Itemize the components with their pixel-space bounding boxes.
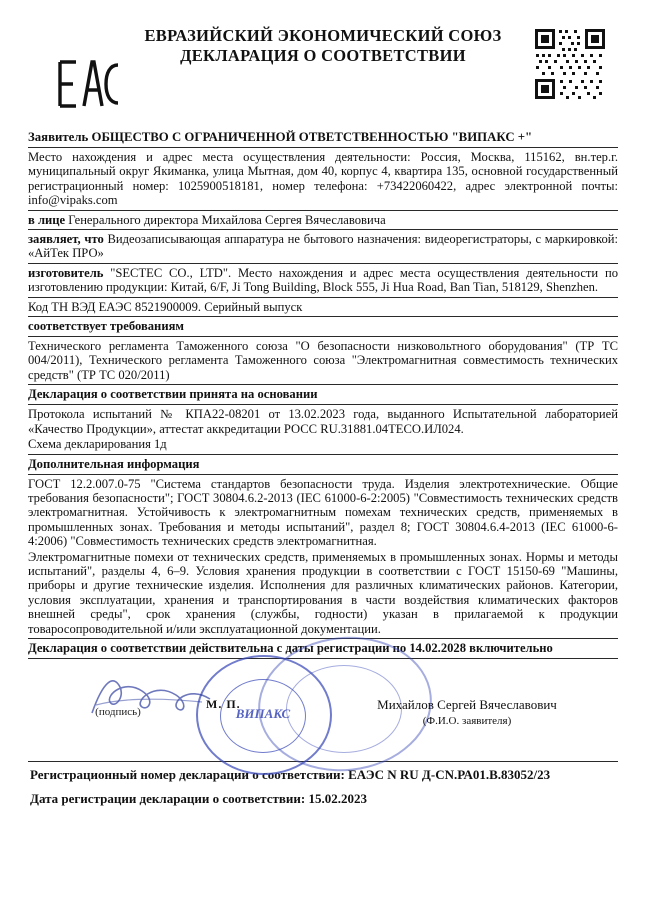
registration-number-label: Регистрационный номер декларации о соответствии: (30, 766, 345, 782)
additional-section (28, 457, 618, 639)
divider (28, 210, 618, 211)
basis-heading: Декларация о соответствии принята на основании (28, 387, 318, 402)
divider (28, 229, 618, 230)
representative-value: Генерального директора Михайлова Сергея Вячеславовича (68, 212, 386, 227)
representative-label: в лице (28, 212, 66, 227)
conformity-heading: соответствует требованиям (28, 319, 184, 334)
customs-code: Код ТН ВЭД ЕАЭС 8521900009. Серийный выпуск (28, 299, 303, 314)
signatory-name: Михайлов Сергей Вячеславович (377, 696, 557, 712)
applicant-label: Заявитель (28, 130, 89, 144)
divider (28, 474, 618, 475)
basis-body: Протокола испытаний № КПА22-08201 от 13.02.2023 года, выданного Испытательной лабораторией «Качество Продукции», аттестат аккредитации РОСС RU.31881.04ТЕСО.ИЛ024. (28, 407, 618, 436)
registration-date-value: 15.02.2023 (308, 791, 367, 807)
manufacturer-value: "SECTEC CO., LTD". Место нахождения и адрес места осуществления деятельности по изготовлению продукции: Китай, 6/F, Ji Tong Building, Block 555, Ji Hua Road, Ban Tian, 518129, Shenzhen. (28, 265, 618, 295)
validity-text: Декларация о соответствии действительна с даты регистрации по 14.02.2028 включительно (28, 640, 553, 655)
divider (28, 147, 618, 148)
code-section (28, 300, 618, 317)
registration-number-value: ЕАЭС N RU Д-CN.РА01.В.83052/23 (348, 766, 551, 782)
company-stamp-label: ВИПАКС (235, 705, 291, 721)
title-line-union: ЕВРАЗИЙСКИЙ ЭКОНОМИЧЕСКИЙ СОЮЗ (144, 26, 502, 45)
applicant-value: ОБЩЕСТВО С ОГРАНИЧЕННОЙ ОТВЕТСТВЕННОСТЬЮ "ВИПАКС +" (91, 130, 533, 144)
conformity-section (28, 319, 618, 385)
registration-date-label: Дата регистрации декларации о соответствии: (30, 791, 306, 807)
divider (28, 263, 618, 264)
qr-code-icon (532, 26, 608, 102)
divider (28, 297, 618, 298)
basis-scheme: Схема декларирования 1д (28, 437, 167, 452)
signatory-caption: (Ф.И.О. заявителя) (422, 714, 512, 727)
document-body (28, 130, 618, 807)
divider (28, 336, 618, 337)
registration-date-row (28, 792, 618, 806)
divider (28, 316, 618, 317)
title-line-declaration: ДЕКЛАРАЦИЯ О СООТВЕТСТВИИ (180, 46, 466, 65)
manufacturer-label: изготовитель (28, 265, 104, 280)
divider (28, 404, 618, 405)
representative-section (28, 213, 618, 230)
additional-paragraph-1: ГОСТ 12.2.007.0-75 "Система стандартов безопасности труда. Изделия электротехнические. Общие требования безопасности"; ГОСТ 30804.6.2-2013 (IEC 61000-6-2:2005) "Совместимость технических средств электромагнитная. Устойчивость к электромагнитным помехам технических средств, применяемых в промышленных зонах. Требования и методы испытаний", раздел 8; ГОСТ 30804.6.4-2013 (IEC 61000-6-4:2006) "Совместимость технических средств электромагнитная. (28, 476, 618, 549)
declares-section (28, 232, 618, 264)
declares-label: заявляет, что (28, 232, 104, 247)
divider (28, 384, 618, 385)
applicant-address: Место нахождения и адрес места осуществления деятельности: Россия, Москва, 115162, вн.тер.г. муниципальный округ Якиманка, улица Мытная, дом 40, корпус 4, квартира 135, основной государственный регистрационный номер: 1025900518181, номер телефона: +73422060422, адрес электронной почты: info@vipaks.com (28, 150, 618, 208)
divider (28, 454, 618, 455)
manufacturer-section (28, 266, 618, 298)
signature-caption: (подпись) (95, 705, 141, 718)
signature-area (28, 663, 618, 759)
stamp-place-label: М. П. (206, 696, 241, 711)
declares-value: Видеозаписывающая аппаратура не бытового назначения: видеорегистраторы, с маркировкой: «АйТек ПРО» (28, 232, 618, 261)
applicant-section (28, 130, 618, 211)
marks-row (28, 68, 618, 130)
signatory-block (352, 697, 582, 728)
additional-heading: Дополнительная информация (28, 456, 200, 471)
additional-paragraph-2: Электромагнитные помехи от технических средств, применяемых в промышленных зонах. Нормы и методы испытаний", разделы 4, 6–9. Условия хранения продукции в соответствии с ГОСТ 15150-69 "Машины, приборы и другие технические изделия. Исполнения для различных климатических районов. Категории, условия эксплуатации, хранения и транспортирования в части воздействия климатических факторов внешней среды", срок хранения (службы, годности) указан в прилагаемой к продукции товаросопроводительной и/или эксплуатационной документации. (28, 549, 618, 636)
basis-section (28, 387, 618, 454)
eac-mark-icon (54, 56, 124, 112)
conformity-body: Технического регламента Таможенного союза "О безопасности низковольтного оборудования" (ТР ТС 004/2011), Технического регламента Таможенного союза "Электромагнитная совместимость технических средств" (ТР ТС 020/2011) (28, 339, 618, 382)
